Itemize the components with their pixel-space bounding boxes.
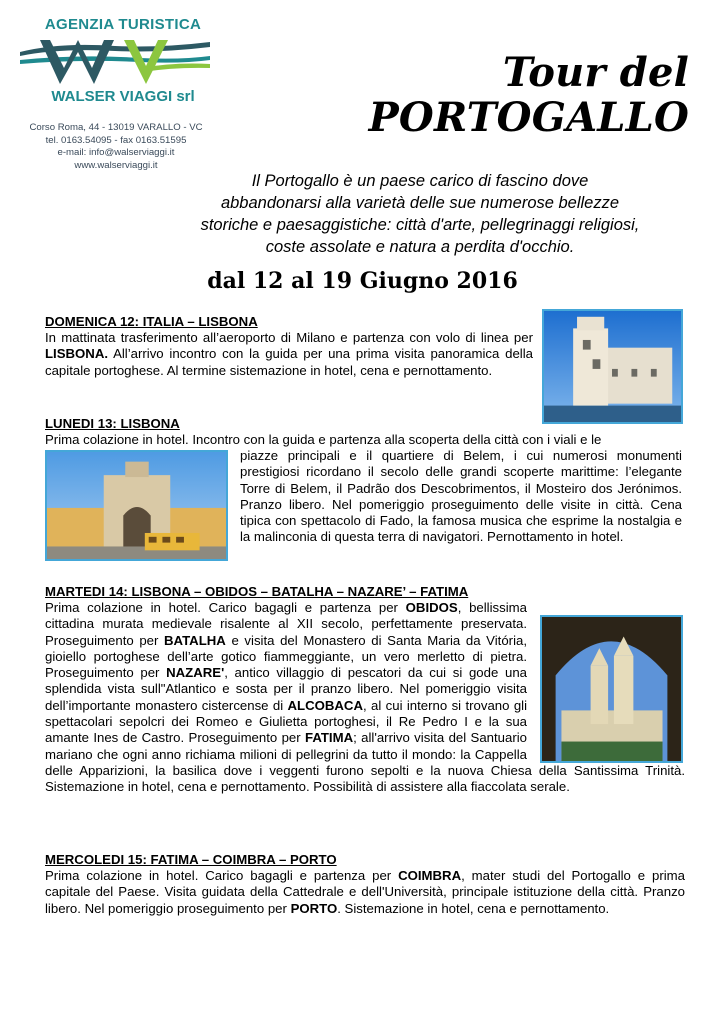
- website: www.walserviaggi.it: [74, 159, 158, 171]
- phone: tel. 0163.54095 - fax 0163.51595: [45, 134, 187, 146]
- day-text-first-line: Prima colazione in hotel. Incontro con la guida e partenza alla scoperta della città con i viali e le: [45, 432, 602, 447]
- tour-dates: dal 12 al 19 Giugno 2016: [207, 268, 518, 294]
- contact-block: [10, 122, 222, 172]
- praca-do-comercio-photo: [45, 450, 228, 561]
- page-title: [369, 50, 689, 140]
- walser-logo-mark: [20, 34, 210, 90]
- day-heading: MARTEDI 14: LISBONA – OBIDOS – BATALHA – NAZARE’ – FATIMA: [45, 584, 469, 599]
- intro-line: Il Portogallo è un paese carico di fascino dove: [251, 172, 589, 190]
- alcobaca-monastery-photo: [540, 615, 683, 763]
- title-line2: PORTOGALLO: [368, 94, 689, 141]
- intro-text: [150, 170, 690, 258]
- day-text: Prima colazione in hotel. Carico bagagli e partenza per OBIDOS, bellissima cittadina murata medievale risalente al XII secolo, perfettamente preservata. Proseguimento per BATALHA e visita del Monastero di Santa Maria da Vitória, gioiello portoghese dell’arte gotico fiammeggiante, un vero merletto di pietra. Proseguimento per NAZARE', antico villaggio di pescatori da cui si gode una splendida vista sull"Atlantico e sosta per il pranzo libero. Nel pomeriggio visita dell’importante monastero cistercense di ALCOBACA, al cui interno si trovano gli spettacolari sepolcri dei Romeo e Giulietta portoghesi, il Re Pedro I e la sua amante Ines de Castro. Proseguimento per FATIMA; all'arrivo visita del Santuario mariano che ogni anno richiama milioni di pellegrini da tutto il mondo: la Cappella delle Apparizioni, la basilica dove i veggenti furono sepolti e la nuova Chiesa della Santissima Trinità. Sistemazione in hotel, cena e pernottamento. Possibilità di assistere alla fiaccolata serale.: [45, 600, 685, 795]
- day-text: piazze principali e il quartiere di Belem, i cui numerosi monumenti prestigiosi ricordano il secolo delle grandi scoperte marittime: l’elegante Torre di Belem, il Padrão dos Descobrimentos, il Mosteiro dos Jerónimos. Pranzo libero. Nel pomeriggio proseguimento delle visite in città. Cena tipica con spettacolo di Fado, la famosa musica che esprime la nostalgia e la malinconia di questa terra di navigatori. Pernottamento in hotel.: [240, 448, 682, 545]
- day-heading: LUNEDI 13: LISBONA: [45, 416, 180, 431]
- day-heading: MERCOLEDI 15: FATIMA – COIMBRA – PORTO: [45, 852, 337, 867]
- email: e-mail: info@walserviaggi.it: [57, 147, 175, 159]
- address: Corso Roma, 44 - 13019 VARALLO - VC: [29, 122, 203, 133]
- agency-name: WALSER VIAGGI srl: [51, 88, 195, 105]
- day-heading: DOMENICA 12: ITALIA – LISBONA: [45, 314, 258, 329]
- day-text: Prima colazione in hotel. Carico bagagli e partenza per COIMBRA, mater studi del Portogallo e prima capitale del Paese. Visita guidata della Cattedrale e dell'Università, principale istituzione della città. Pranzo libero. Nel pomeriggio proseguimento per PORTO. Sistemazione in hotel, cena e pernottamento.: [45, 868, 685, 916]
- belem-tower-photo: [542, 309, 683, 424]
- intro-line: coste assolate e natura a perdita d'occhio.: [265, 238, 575, 256]
- intro-line: storiche e paesaggistiche: città d'arte, pellegrinaggi religiosi,: [200, 216, 640, 234]
- day-text: In mattinata trasferimento all’aeroporto di Milano e partenza con volo di linea per LISBONA. All’arrivo incontro con la guida per una prima visita panoramica della capitale portoghese. Al termine sistemazione in hotel, cena e pernottamento.: [45, 330, 533, 378]
- title-line1: Tour del: [502, 49, 689, 96]
- agency-title: AGENZIA TURISTICA: [44, 16, 202, 33]
- intro-line: abbandonarsi alla varietà delle sue numerose bellezze: [220, 194, 620, 212]
